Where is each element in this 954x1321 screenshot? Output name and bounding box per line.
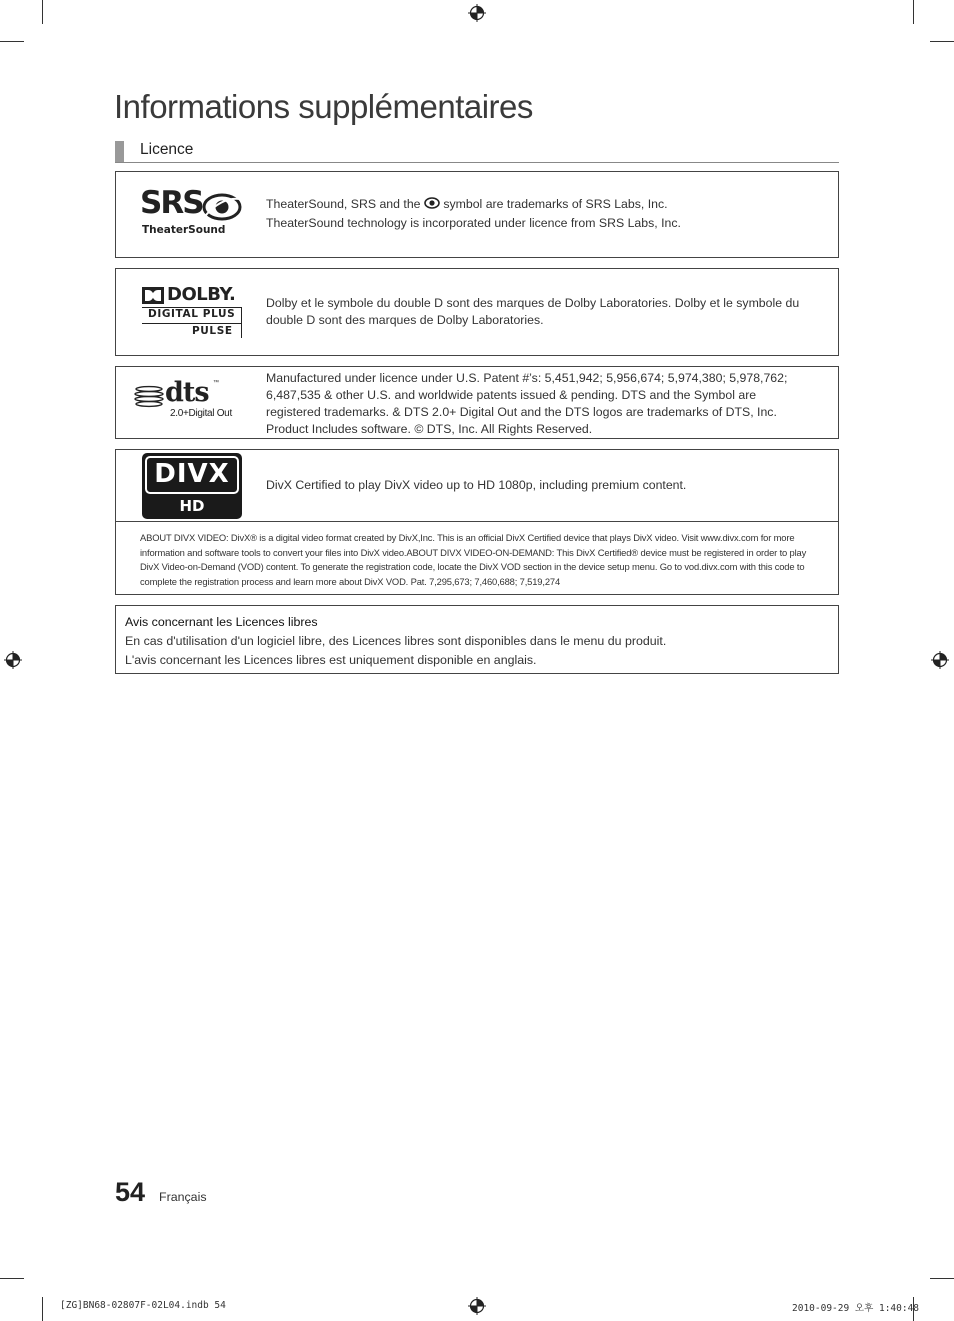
dts-logo (134, 377, 238, 423)
divx-about-row (116, 523, 838, 595)
srs-line-1-before: TheaterSound, SRS and the (266, 197, 421, 211)
crop-mark (930, 1278, 954, 1279)
license-box-srs (115, 171, 839, 258)
srs-logo-subtext: TheaterSound (142, 224, 226, 236)
dolby-logo-line3: PULSE (192, 325, 233, 337)
page-language: Français (159, 1190, 207, 1204)
section-marker (115, 141, 124, 162)
divx-about-text: ABOUT DIVX VIDEO: DivX® is a digital video format created by DivX,Inc. This is an official DivX Certified device that plays DivX video. Visit www.divx.com for more information and software tools to convert your files into DivX video.ABOUT DIVX VIDEO-ON-DEMAND: This DivX Certified® device must be registered in order to play DivX Video-on-Demand (VOD) content. To generate the registration code, locate the DivX VOD section in the device setup menu. Go to vod.divx.com with this code to complete the registration process and learn more about DivX VOD. Pat. 7,295,673; 7,460,688; 7,519,274 (140, 532, 807, 587)
crop-mark (913, 0, 914, 24)
dolby-logo-rule (142, 323, 242, 324)
registration-mark-icon (468, 4, 486, 22)
srs-line-2: TheaterSound technology is incorporated under licence from SRS Labs, Inc. (266, 216, 681, 230)
srs-line-1-after: symbol are trademarks of SRS Labs, Inc. (443, 197, 668, 211)
dolby-logo-edge (241, 307, 242, 338)
dts-license-text: Manufactured under licence under U.S. Patent #’s: 5,451,942; 5,956,674; 5,974,380; 5,978,762; 6,487,535 & other U.S. and worldwide patents issued & pending. DTS and the Symbol are registered trademarks. & DTS 2.0+ Digital Out and the DTS logos are trademarks of DTS, Inc. Product Includes software. © DTS, Inc. All Rights Reserved. (266, 371, 788, 436)
srs-logo (140, 185, 244, 238)
section-title: Licence (140, 141, 194, 158)
print-slug-file: [ZG]BN68-02807F-02L04.indb 54 (60, 1300, 226, 1311)
dts-trademark: ™ (213, 380, 219, 386)
dts-logo-subtext: 2.0+Digital Out (170, 408, 232, 419)
open-source-notice (115, 605, 839, 674)
divx-logo (142, 453, 242, 519)
dolby-logo-line2: DIGITAL PLUS (148, 308, 236, 320)
registration-mark-icon (931, 651, 949, 669)
registration-mark-icon (4, 651, 22, 669)
crop-mark (0, 41, 24, 42)
license-box-divx (115, 449, 839, 595)
divx-logo-subtext: HD (179, 497, 205, 515)
open-source-line-2: L'avis concernant les Licences libres est uniquement disponible en anglais. (125, 653, 537, 667)
srs-symbol-icon (424, 197, 440, 209)
dolby-logo-text: DOLBY. (167, 284, 236, 305)
dolby-logo (142, 285, 242, 339)
crop-mark (42, 0, 43, 24)
dts-waves-icon (134, 385, 164, 409)
divx-license-text: DivX Certified to play DivX video up to HD 1080p, including premium content. (266, 478, 687, 492)
license-box-dts (115, 366, 839, 439)
page-number: 54 (115, 1177, 146, 1207)
open-source-line-1: En cas d'utilisation d'un logiciel libre, des Licences libres sont disponibles dans le menu du produit. (125, 634, 667, 648)
section-header (115, 140, 839, 163)
open-source-title: Avis concernant les Licences libres (125, 615, 318, 629)
srs-license-text (266, 196, 838, 232)
divx-top-row (116, 450, 838, 522)
license-box-dolby (115, 268, 839, 356)
divx-logo-text: DIVX (154, 459, 230, 489)
srs-line-1 (266, 196, 838, 213)
dts-logo-text: dts (165, 377, 209, 408)
dolby-double-d-icon (142, 287, 164, 304)
crop-mark (0, 1278, 24, 1279)
crop-mark (930, 41, 954, 42)
print-slug-date: 2010-09-29 오후 1:40:48 (792, 1303, 920, 1314)
page-title: Informations supplémentaires (114, 88, 533, 125)
dolby-license-text: Dolby et le symbole du double D sont des marques de Dolby Laboratories. Dolby et le symbole du double D sont des marques de Dolby Laboratories. (266, 296, 800, 327)
registration-mark-icon (468, 1297, 486, 1315)
srs-logo-text: SRS (140, 185, 203, 221)
crop-mark (42, 1297, 43, 1321)
srs-circle-icon (202, 193, 242, 221)
